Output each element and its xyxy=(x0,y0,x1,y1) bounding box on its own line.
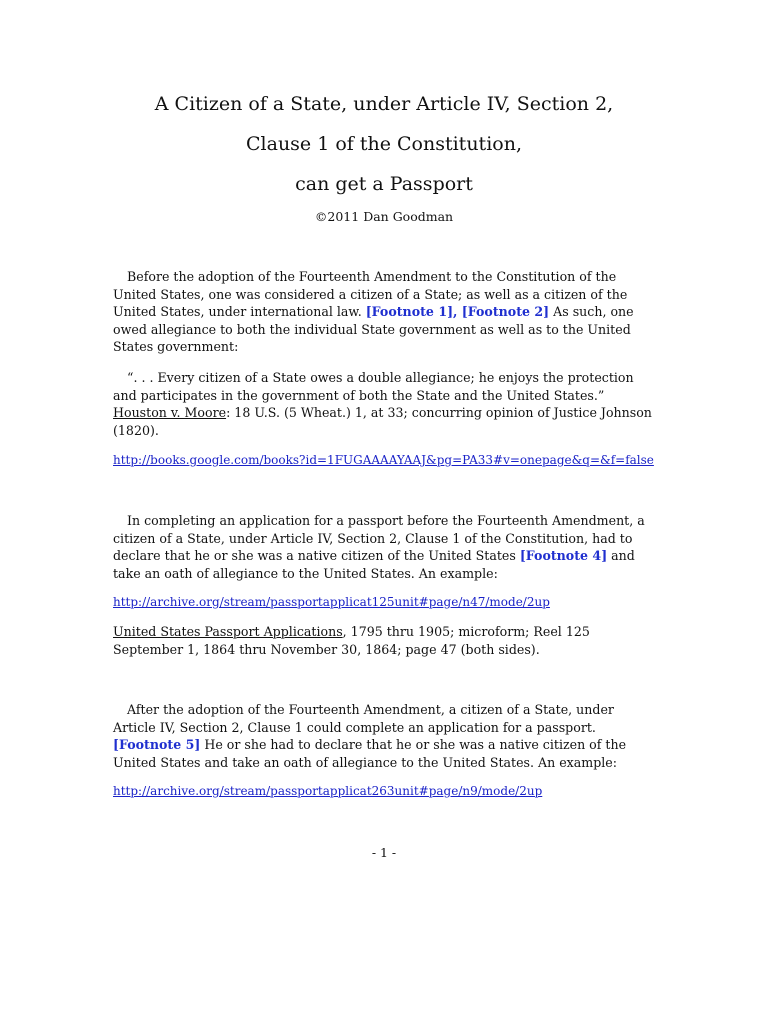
archive-link-reel-125[interactable]: http://archive.org/stream/passportapplicat125unit#page/n47/mode/2up xyxy=(113,595,550,609)
citation-line xyxy=(113,623,653,641)
paragraph-line: Before the adoption of the Fourteenth Amendment to the Constitution of the xyxy=(127,269,617,284)
page-number: - 1 - xyxy=(371,845,397,860)
paragraph-2 xyxy=(113,512,653,582)
text-run: , 1795 thru 1905; microform; Reel 125 xyxy=(342,624,590,639)
title-line-3: can get a Passport xyxy=(295,173,473,195)
google-books-link[interactable]: http://books.google.com/books?id=1FUGAAAAYAAJ&pg=PA33#v=onepage&q=&f=false xyxy=(113,453,654,467)
paragraph-line: United States and take an oath of allegiance to the United States. An example: xyxy=(113,754,618,770)
citation xyxy=(113,623,653,658)
quote-line: “. . . Every citizen of a State owes a double allegiance; he enjoys the protection xyxy=(127,370,634,385)
paragraph-line: States government: xyxy=(113,339,239,354)
paragraph-line xyxy=(113,547,653,565)
footnote-link[interactable]: [Footnote 4] xyxy=(519,548,608,563)
paragraph-line xyxy=(113,303,653,321)
text-run: declare that he or she was a native citizen of the United States xyxy=(113,548,520,563)
paragraph-1 xyxy=(113,268,653,356)
text-run: He or she had to declare that he or she was a native citizen of the xyxy=(200,737,627,752)
case-name: Houston v. Moore xyxy=(113,405,227,420)
archive-link-reel-263[interactable]: http://archive.org/stream/passportapplicat263unit#page/n9/mode/2up xyxy=(113,784,543,798)
copyright-notice: ©2011 Dan Goodman xyxy=(314,209,454,224)
google-books-link-container xyxy=(113,452,653,470)
archive-link-1-container xyxy=(113,594,653,612)
citation-title: United States Passport Applications xyxy=(113,624,343,639)
paragraph-line: In completing an application for a passport before the Fourteenth Amendment, a xyxy=(127,513,645,528)
footnote-link[interactable]: [Footnote 1], [Footnote 2] xyxy=(365,304,550,319)
paragraph-3 xyxy=(113,701,653,771)
paragraph-line xyxy=(113,736,653,754)
text-run: : 18 U.S. (5 Wheat.) 1, at 33; concurring opinion of Justice Johnson xyxy=(226,405,652,420)
block-quote xyxy=(113,369,653,439)
text-run: As such, one xyxy=(549,304,634,319)
paragraph-line: Article IV, Section 2, Clause 1 could complete an application for a passport. xyxy=(113,719,596,735)
quote-line xyxy=(113,404,653,422)
paragraph-line: United States, one was considered a citizen of a State; as well as a citizen of the xyxy=(113,286,628,302)
quote-line: and participates in the government of both the State and the United States.” xyxy=(113,387,605,403)
paragraph-line: owed allegiance to both the individual State government as well as to the United xyxy=(113,321,631,337)
quote-line: (1820). xyxy=(113,422,159,438)
title-line-1: A Citizen of a State, under Article IV, Section 2, xyxy=(154,93,614,115)
title-line-2: Clause 1 of the Constitution, xyxy=(246,133,522,155)
paragraph-line: After the adoption of the Fourteenth Amendment, a citizen of a State, under xyxy=(127,702,614,717)
text-run: and xyxy=(607,548,635,563)
paragraph-line: take an oath of allegiance to the United States. An example: xyxy=(113,565,498,581)
footnote-link[interactable]: [Footnote 5] xyxy=(113,737,201,752)
paragraph-line: citizen of a State, under Article IV, Section 2, Clause 1 of the Constitution, had to xyxy=(113,530,633,546)
text-run: United States, under international law. xyxy=(113,304,366,319)
citation-line: September 1, 1864 thru November 30, 1864; page 47 (both sides). xyxy=(113,641,540,657)
archive-link-2-container xyxy=(113,783,653,801)
